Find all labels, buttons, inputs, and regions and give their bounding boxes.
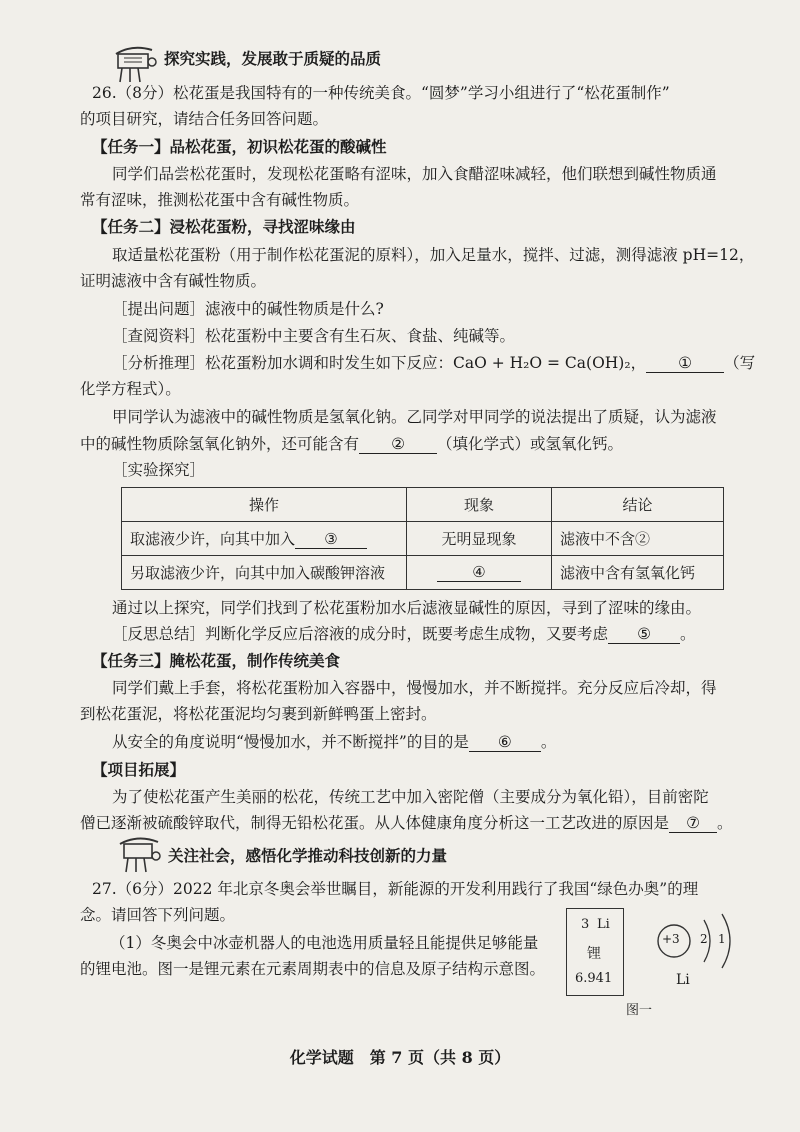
task2-text-line1: 取适量松花蛋粉（用于制作松花蛋泥的原料），加入足量水，搅拌、过滤，测得滤液 pH=12， [112, 246, 755, 264]
experiment-table [121, 487, 724, 590]
row2-phenomenon [407, 556, 552, 590]
section1-title: 探究实践，发展敢于质疑的品质 [164, 50, 382, 68]
task1-text-line1: 同学们品尝松花蛋时，发现松花蛋略有涩味，加入食醋涩味减轻，他们联想到碱性物质通 [112, 165, 717, 183]
page-footer: 化学试题 第 7 页（共 8 页） [289, 1048, 511, 1067]
atomic-number: 3 [581, 917, 590, 932]
raise-question: ［提出问题］滤液中的碱性物质是什么? [112, 300, 384, 318]
header-phenomenon: 现象 [407, 488, 552, 522]
reflect-text: ［反思总结］判断化学反应后溶液的成分时，既要考虑生成物，又要考虑 [112, 625, 609, 643]
society-focus-icon [116, 832, 164, 878]
doubt-line1: 甲同学认为滤液中的碱性物质是氢氧化钠。乙同学对甲同学的说法提出了质疑，认为滤液 [112, 408, 717, 426]
shell2-electrons: 1 [718, 932, 726, 946]
doubt-line2 [80, 433, 623, 455]
task3-text-line1: 同学们戴上手套，将松花蛋粉加入容器中，慢慢加水，并不断搅拌。充分反应后冷却，得 [112, 679, 717, 697]
doubt-hint: （填化学式）或氢氧化钙。 [437, 435, 624, 453]
q27-sub1-line2: 的锂电池。图一是锂元素在元素周期表中的信息及原子结构示意图。 [80, 960, 546, 978]
doubt-text: 中的碱性物质除氢氧化钠外，还可能含有 [80, 435, 360, 453]
header-operation: 操作 [122, 488, 407, 522]
row1-conclusion: 滤液中不含② [552, 522, 724, 556]
safety-text: 从安全的角度说明“慢慢加水，并不断搅拌”的目的是 [112, 733, 469, 751]
answer-blank-5[interactable]: ⑤ [608, 625, 680, 644]
expand-text-line1: 为了使松花蛋产生美丽的松花，传统工艺中加入密陀僧（主要成分为氧化铅），目前密陀 [112, 788, 709, 806]
analysis-line2: 化学方程式）。 [80, 380, 181, 398]
analysis-line [112, 352, 755, 374]
atomic-mass: 6.941 [575, 971, 613, 986]
consult-info: ［查阅资料］松花蛋粉中主要含有生石灰、食盐、纯碱等。 [112, 327, 516, 345]
analysis-text: ［分析推理］松花蛋粉加水调和时发生如下反应：CaO + H₂O = Ca(OH)₂， [112, 354, 647, 372]
task2-title: 【任务二】浸松花蛋粉，寻找涩味缘由 [92, 217, 356, 236]
table-header-row [122, 488, 724, 522]
table-row [122, 522, 724, 556]
task1-title: 【任务一】品松花蛋，初识松花蛋的酸碱性 [92, 137, 387, 156]
q26-stem-line2: 的项目研究，请结合任务回答问题。 [80, 110, 329, 128]
safety-line: 从安全的角度说明“慢慢加水，并不断搅拌”的目的是 ⑥ 。 [112, 733, 557, 751]
row2-conclusion: 滤液中含有氢氧化钙 [552, 556, 724, 590]
task1-text-line2: 常有涩味，推测松花蛋中含有碱性物质。 [80, 191, 360, 209]
experiment-title: ［实验探究］ [112, 461, 206, 479]
answer-blank-1[interactable]: ① [646, 354, 724, 373]
element-name: 锂 [587, 946, 601, 962]
header-conclusion: 结论 [552, 488, 724, 522]
analysis-hint: （写 [724, 354, 756, 372]
lithium-atom-diagram [652, 910, 762, 1000]
row1-operation: 取滤液少许，向其中加入 ③ [122, 522, 407, 556]
reflect-line: ［反思总结］判断化学反应后溶液的成分时，既要考虑生成物，又要考虑 ⑤ 。 [112, 625, 696, 643]
nucleus-charge: +3 [662, 932, 680, 946]
expand-line2: 僧已逐渐被硫酸锌取代，制得无铅松花蛋。从人体健康角度分析这一工艺改进的原因是 ⑦ 。 [80, 814, 733, 832]
section2-title: 关注社会，感悟化学推动科技创新的力量 [168, 847, 448, 865]
atom-label: Li [676, 972, 690, 988]
answer-blank-6[interactable]: ⑥ [469, 733, 541, 752]
row2-operation: 另取滤液少许，向其中加入碳酸钾溶液 [122, 556, 407, 590]
element-symbol: Li [597, 917, 610, 932]
answer-blank-3[interactable]: ③ [295, 530, 367, 549]
q27-stem-line2: 念。请回答下列问题。 [80, 906, 236, 924]
q27-stem-line1: 27.（6分）2022 年北京冬奥会举世瞩目，新能源的开发利用践行了我国“绿色办奥”的理 [92, 880, 699, 898]
research-practice-icon [112, 40, 160, 86]
task3-text-line2: 到松花蛋泥，将松花蛋泥均匀裹到新鲜鸭蛋上密封。 [80, 705, 437, 723]
answer-blank-2[interactable]: ② [359, 435, 437, 454]
answer-blank-4[interactable]: ④ [437, 563, 521, 582]
element-card-lithium [566, 908, 624, 996]
figure-caption: 图一 [626, 1003, 653, 1018]
table-row [122, 556, 724, 590]
answer-blank-7[interactable]: ⑦ [669, 814, 717, 833]
q27-sub1-line1: （1）冬奥会中冰壶机器人的电池选用质量轻且能提供足够能量 [110, 934, 539, 952]
task2-text-line2: 证明滤液中含有碱性物质。 [80, 272, 267, 290]
expand-title: 【项目拓展】 [92, 760, 186, 779]
expand-text: 僧已逐渐被硫酸锌取代，制得无铅松花蛋。从人体健康角度分析这一工艺改进的原因是 [80, 814, 670, 832]
task3-title: 【任务三】腌松花蛋，制作传统美食 [92, 651, 341, 670]
q26-stem-line1: 26.（8分）松花蛋是我国特有的一种传统美食。“圆梦”学习小组进行了“松花蛋制作” [92, 84, 670, 102]
summary-text: 通过以上探究，同学们找到了松花蛋粉加水后滤液显碱性的原因，寻到了涩味的缘由。 [112, 599, 702, 617]
row1-phenomenon: 无明显现象 [407, 522, 552, 556]
shell1-electrons: 2 [700, 932, 708, 946]
